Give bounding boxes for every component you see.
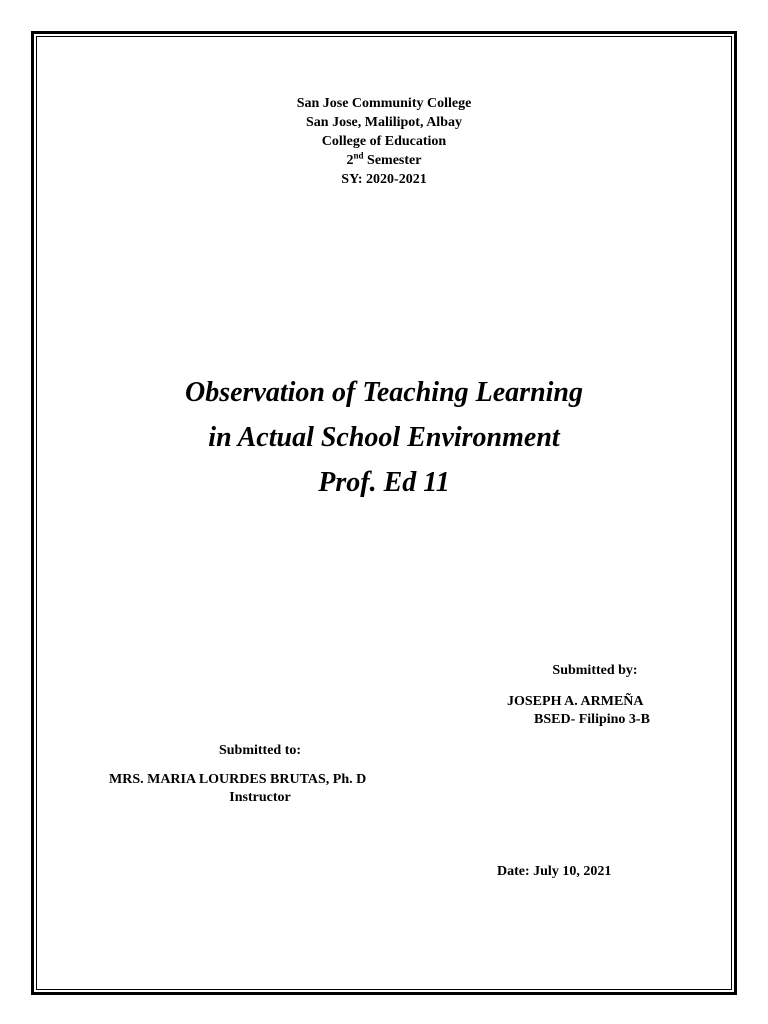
institution-address: San Jose, Malilipot, Albay (306, 115, 462, 130)
institution-name: San Jose Community College (296, 96, 472, 111)
submitted-by-label: Submitted by: (552, 663, 638, 678)
submission-date: Date: July 10, 2021 (497, 864, 612, 879)
semester-suffix: nd (353, 150, 364, 161)
college-name: College of Education (321, 134, 447, 149)
submitted-to-label: Submitted to: (218, 743, 302, 758)
submitter-course: BSED- Filipino 3-B (534, 712, 650, 727)
document-header (0, 94, 768, 189)
semester-number: 2 (346, 153, 354, 168)
semester-word: Semester (363, 153, 422, 168)
instructor-name: MRS. MARIA LOURDES BRUTAS, Ph. D (109, 772, 367, 787)
submitter-name: JOSEPH A. ARMEÑA (507, 694, 644, 709)
school-year: SY: 2020-2021 (341, 172, 427, 187)
title-line-1: Observation of Teaching Learning (185, 377, 583, 408)
document-title (0, 370, 768, 505)
semester-line (0, 151, 768, 170)
instructor-role: Instructor (229, 790, 291, 805)
title-line-2: in Actual School Environment (208, 422, 560, 453)
title-line-3: Prof. Ed 11 (318, 467, 450, 498)
